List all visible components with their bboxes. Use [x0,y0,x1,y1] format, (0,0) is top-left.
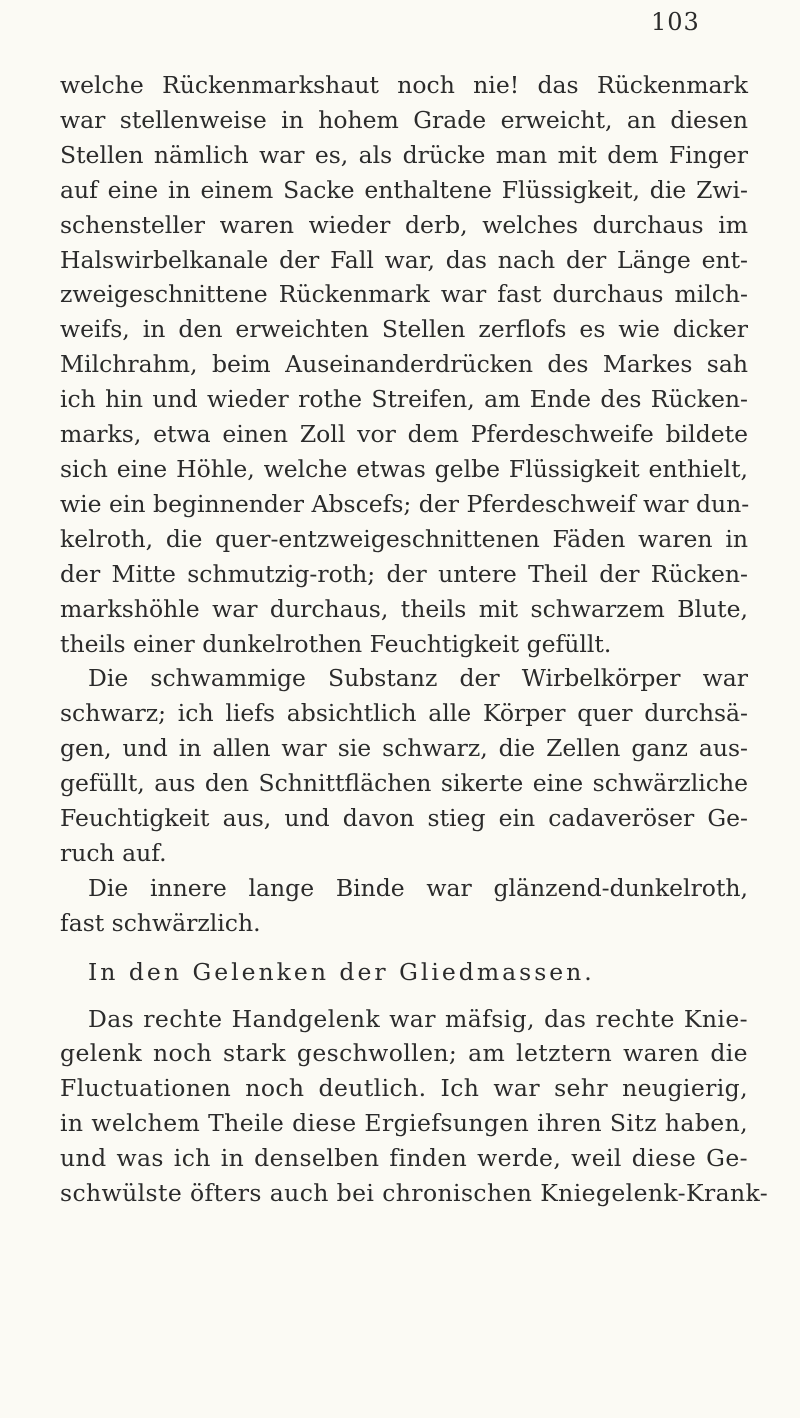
text-line: Halswirbelkanale der Fall war, das nach der Länge ent- [60,245,748,274]
text-line: in welchem Theile diese Ergiefsungen ihren Sitz haben, [60,1109,748,1138]
text-line: gelenk noch stark geschwollen; am letztern waren die [60,1039,748,1068]
text-line: Feuchtigkeit aus, und davon stieg ein cadaveröser Ge- [60,804,748,833]
text-line: gefüllt, aus den Schnittflächen sikerte eine schwärzliche [60,769,748,798]
text-line: theils einer dunkelrothen Feuchtigkeit gefüllt. [60,629,612,658]
text-line: auf eine in einem Sacke enthaltene Flüssigkeit, die Zwi- [60,175,748,204]
text-line: ruch auf. [60,838,167,867]
paragraph-1 [60,68,748,661]
text-line: ich hin und wieder rothe Streifen, am Ende des Rücken- [60,385,748,414]
paragraph-3 [60,871,748,941]
text-line: fast schwärzlich. [60,908,261,937]
text-line: welche Rückenmarkshaut noch nie! das Rückenmark [60,71,748,99]
text-line: der Mitte schmutzig-roth; der untere Theil der Rücken- [60,559,748,588]
text-line: schwülste öfters auch bei chronischen Kniegelenk-Krank- [60,1179,769,1208]
text-line: und was ich in denselben finden werde, weil diese Ge- [60,1144,748,1173]
text-line: schensteller waren wieder derb, welches durchaus im [60,210,748,239]
paragraph-2 [60,661,748,870]
text-line: sich eine Höhle, welche etwas gelbe Flüssigkeit enthielt, [60,454,748,483]
text-line: markshöhle war durchaus, theils mit schwarzem Blute, [60,594,748,623]
text-line: Die innere lange Binde war glänzend-dunkelroth, [88,873,748,902]
text-line: gen, und in allen war sie schwarz, die Zellen ganz aus- [60,734,748,763]
text-line: zweigeschnittene Rückenmark war fast durchaus milch- [60,280,748,309]
text-line: Die schwammige Substanz der Wirbelkörper war [88,664,748,693]
text-line: marks, etwa einen Zoll vor dem Pferdeschweife bildete [60,420,748,449]
section-heading: In den Gelenken der Gliedmassen. [88,957,595,986]
text-line: kelroth, die quer-entzweigeschnittenen Fäden waren in [60,524,748,553]
page-number: 103 [651,8,700,36]
text-line: wie ein beginnender Abscefs; der Pferdeschweif war dun- [60,489,750,518]
section-paragraph [60,1002,769,1211]
text-line: Das rechte Handgelenk war mäfsig, das rechte Knie- [88,1004,748,1033]
text-line: Milchrahm, beim Auseinanderdrücken des Markes sah [60,350,748,379]
text-line: Stellen nämlich war es, als drücke man mit dem Finger [60,140,748,169]
text-line: war stellenweise in hohem Grade erweicht, an diesen [60,105,748,134]
text-line: schwarz; ich liefs absichtlich alle Körper quer durchsä- [60,699,748,728]
text-line: Fluctuationen noch deutlich. Ich war sehr neugierig, [60,1074,748,1103]
page-text [60,68,769,1211]
text-line: weifs, in den erweichten Stellen zerflofs es wie dicker [60,315,748,344]
